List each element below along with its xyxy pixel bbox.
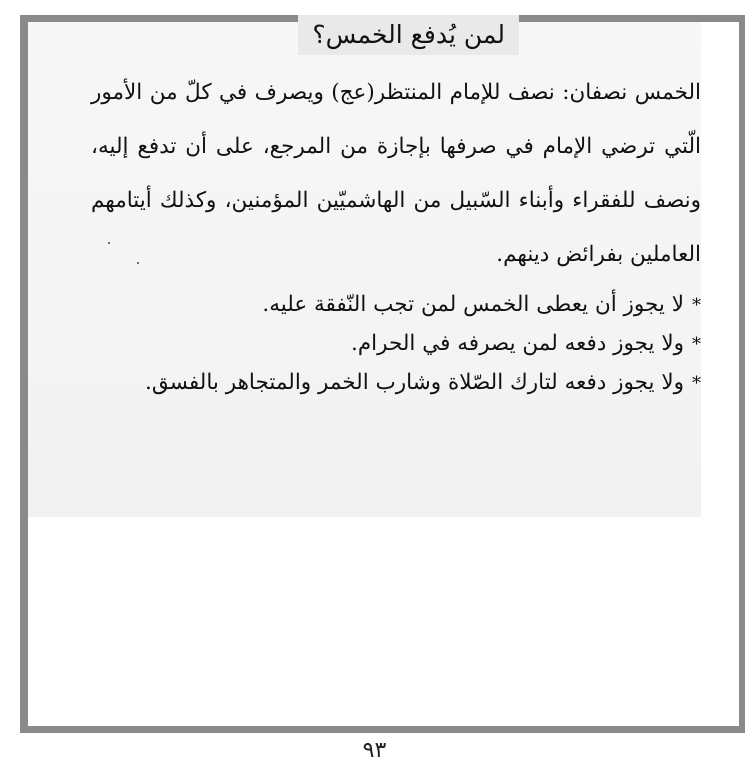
page-number: ٩٣ [362, 738, 387, 763]
scan-speck [137, 262, 139, 264]
rule-item [41, 364, 701, 403]
rule-item [41, 286, 701, 325]
asterisk-icon: * [692, 334, 701, 355]
rule-text: ولا يجوز دفعه لمن يصرفه في الحرام. [351, 331, 684, 356]
khums-paragraph: الخمس نصفان: نصف للإمام المنتظر(عج) ويصرف في كلّ من الأمور الّتي ترضي الإمام في صرفها بإجازة من المرجع، على أن تدفع إليه، ونصف للفقراء وأبناء السّبيل من الهاشميّين المؤمنين، وكذلك أيتامهم العاملين بفرائض دينهم. [91, 80, 701, 267]
rule-item [41, 325, 701, 364]
page-title: لمن يُدفع الخمس؟ [298, 15, 519, 55]
rule-text: لا يجوز أن يعطى الخمس لمن تجب النّفقة عليه. [262, 292, 684, 317]
asterisk-icon: * [692, 373, 701, 394]
asterisk-icon: * [692, 295, 701, 316]
rule-text: ولا يجوز دفعه لتارك الصّلاة وشارب الخمر والمتجاهر بالفسق. [144, 370, 684, 395]
rules-list [41, 286, 701, 403]
scan-speck [108, 242, 110, 244]
